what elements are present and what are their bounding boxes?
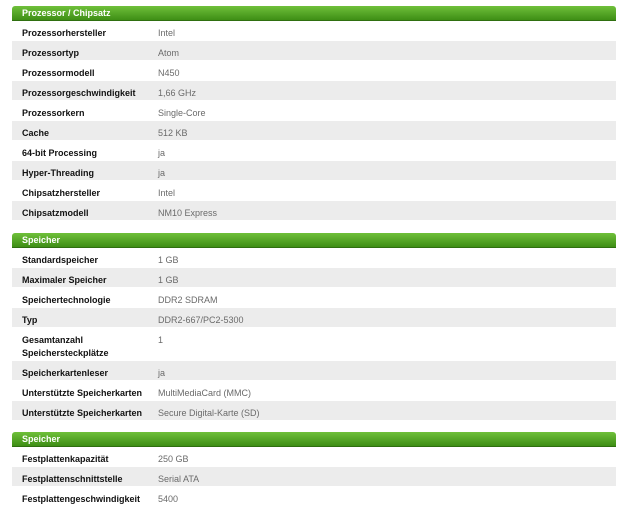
spec-label: Typ (22, 315, 38, 325)
spec-value: ja (158, 168, 166, 178)
spec-row (12, 308, 616, 328)
spec-value: N450 (158, 68, 180, 78)
spec-value: DDR2-667/PC2-5300 (158, 315, 244, 325)
section-storage (12, 432, 616, 507)
spec-label: Prozessorgeschwindigkeit (22, 88, 136, 98)
spec-row (12, 487, 616, 507)
spec-row (12, 81, 616, 101)
spec-row (12, 141, 616, 161)
spec-row (12, 101, 616, 121)
spec-row (12, 121, 616, 141)
spec-label: Chipsatzmodell (22, 208, 89, 218)
section-processor-chipset (12, 6, 616, 221)
spec-row (12, 328, 616, 361)
spec-value: MultiMediaCard (MMC) (158, 388, 252, 398)
spec-value: 1 GB (158, 255, 179, 265)
spec-label: Speicherkartenleser (22, 368, 109, 378)
spec-value: Intel (158, 28, 176, 38)
spec-value: Secure Digital-Karte (SD) (158, 408, 260, 418)
spec-label: Festplattenkapazität (22, 454, 109, 464)
spec-row (12, 201, 616, 221)
spec-value: 250 GB (158, 454, 189, 464)
spec-label: Prozessormodell (22, 68, 95, 78)
spec-value: 1 GB (158, 275, 179, 285)
spec-label: Chipsatzhersteller (22, 188, 101, 198)
spec-row (12, 21, 616, 41)
spec-value: DDR2 SDRAM (158, 295, 218, 305)
spec-row (12, 61, 616, 81)
spec-value: Atom (158, 48, 180, 58)
spec-value: Intel (158, 188, 176, 198)
spec-value: ja (158, 148, 166, 158)
spec-label: Speichertechnologie (22, 295, 111, 305)
spec-row (12, 268, 616, 288)
spec-row (12, 401, 616, 421)
spec-row (12, 41, 616, 61)
spec-label: Unterstützte Speicherkarten (22, 388, 143, 398)
spec-row (12, 181, 616, 201)
section-memory (12, 233, 616, 421)
spec-label: Prozessorkern (22, 108, 85, 118)
spec-label: Festplattengeschwindigkeit (22, 494, 141, 504)
spec-value: Single-Core (158, 108, 206, 118)
spec-value: 512 KB (158, 128, 188, 138)
spec-row (12, 361, 616, 381)
spec-row (12, 467, 616, 487)
section-header: Speicher (12, 432, 616, 447)
spec-label: Festplattenschnittstelle (22, 474, 123, 484)
spec-value: Serial ATA (158, 474, 200, 484)
section-header: Speicher (12, 233, 616, 248)
spec-label: 64-bit Processing (22, 148, 98, 158)
spec-label: Prozessorhersteller (22, 28, 107, 38)
spec-row (12, 381, 616, 401)
spec-value: NM10 Express (158, 208, 218, 218)
spec-label: Maximaler Speicher (22, 275, 107, 285)
spec-row (12, 161, 616, 181)
spec-label: Unterstützte Speicherkarten (22, 408, 143, 418)
spec-row (12, 447, 616, 467)
spec-label: Standardspeicher (22, 255, 99, 265)
spec-label: Cache (22, 128, 50, 138)
spec-value: ja (158, 368, 166, 378)
spec-value: 5400 (158, 494, 179, 504)
spec-label: Hyper-Threading (22, 168, 95, 178)
spec-value: 1 (158, 335, 164, 345)
spec-row (12, 288, 616, 308)
spec-row (12, 248, 616, 268)
spec-label: Prozessortyp (22, 48, 80, 58)
spec-label: Gesamtanzahl Speichersteckplätze (22, 335, 109, 358)
section-header: Prozessor / Chipsatz (12, 6, 616, 21)
spec-value: 1,66 GHz (158, 88, 197, 98)
